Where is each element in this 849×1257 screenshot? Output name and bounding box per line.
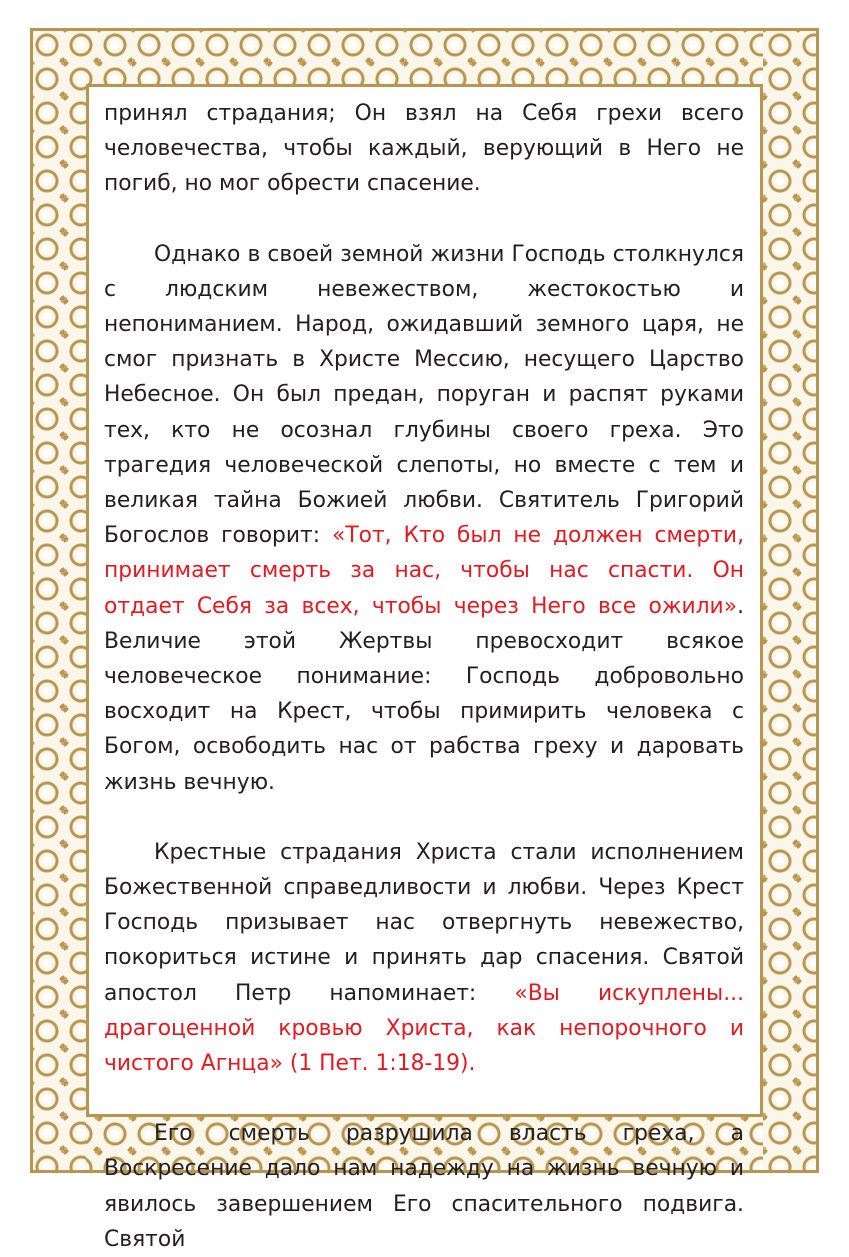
- body-text: [104, 96, 744, 1257]
- paragraph-1: [104, 96, 744, 202]
- paragraph-text: Крестные страдания Христа стали исполнением Божественной справедливости и любви. Через Крест Господь призывает нас отвергнуть невежество, покориться истине и принять дар спасения. Святой апостол Петр напоминает:: [104, 839, 744, 1006]
- paragraph-text: принял страдания; Он взял на Себя грехи всего человечества, чтобы каждый, верующий в Него не погиб, но мог обрести спасение.: [104, 101, 744, 197]
- paragraph-3: [104, 835, 744, 1081]
- quotation-gregory-theologian: «Тот, Кто был не должен смерти, принимает смерть за нас, чтобы нас спасти. Он отдает Себя за всех, чтобы через Него все ожили»: [104, 523, 744, 619]
- quotation-apostle-peter: «Вы искуплены... драгоценной кровью Христа, как непорочного и чистого Агнца» (1 Пет. 1:18-19).: [104, 980, 745, 1077]
- paragraph-4: [104, 1116, 744, 1257]
- paragraph-text: Его смерть разрушила власть греха, а Воскресение дало нам надежду на жизнь вечную и явилось завершением Его спасительного подвига. Святой: [104, 1121, 744, 1252]
- paragraph-2: [104, 237, 744, 800]
- paragraph-text: . Величие этой Жертвы превосходит всякое человеческое понимание: Господь добровольно восходит на Крест, чтобы примирить человека с Богом, освободить нас от рабства греху и даровать жизнь вечную.: [104, 593, 744, 795]
- paragraph-text: Однако в своей земной жизни Господь столкнулся с людским невежеством, жестокостью и непониманием. Народ, ожидавший земного царя, не смог признать в Христе Мессию, несущего Царство Небесное. Он был предан, поруган и распят руками тех, кто не осознал глубины своего греха. Это трагедия человеческой слепоты, но вместе с тем и великая тайна Божией любви. Святитель Григорий Богослов говорит:: [104, 241, 744, 549]
